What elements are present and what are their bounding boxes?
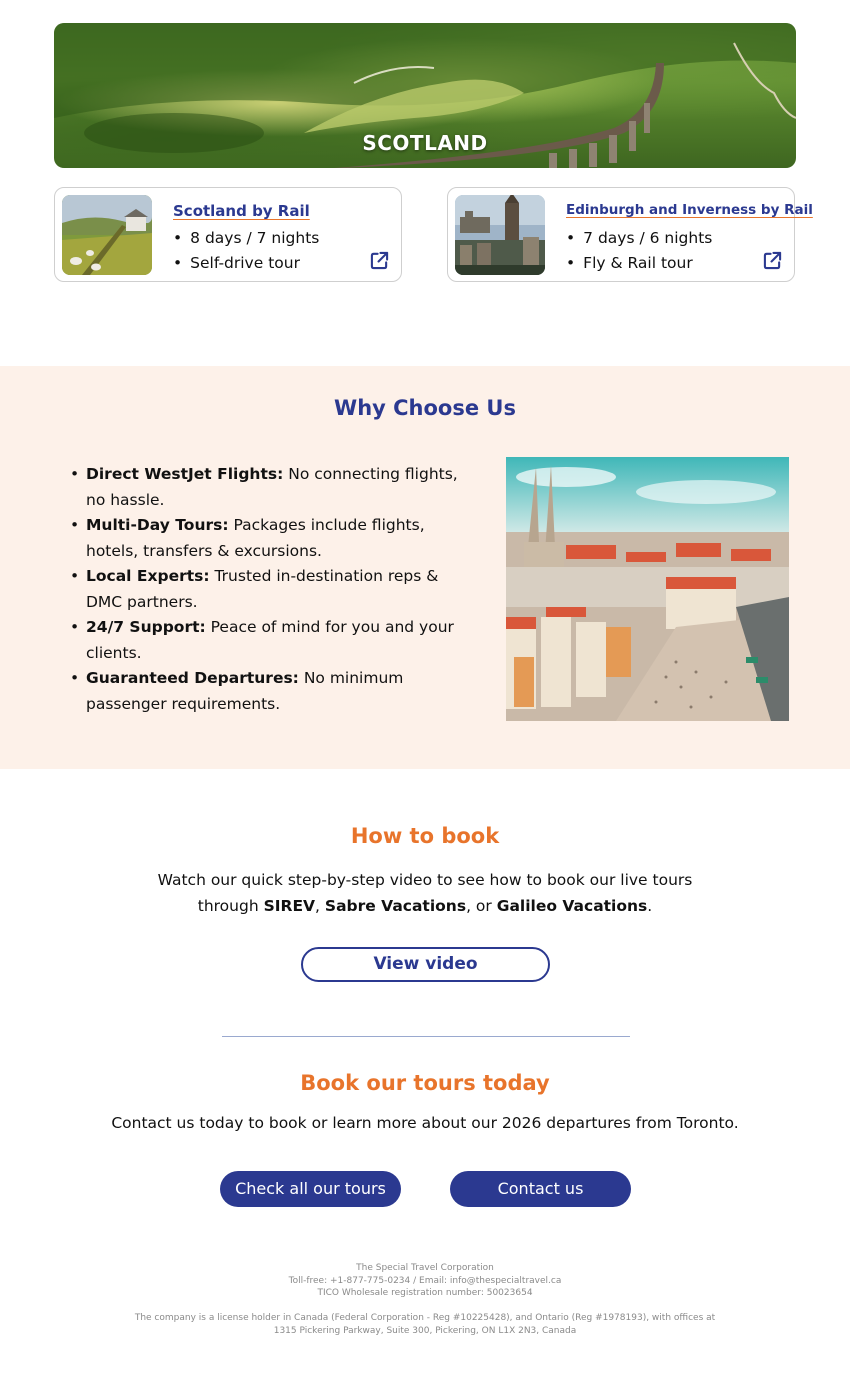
license-info: The company is a license holder in Canada (Federal Corporation - Reg #10225428), and Ontario (Reg #1978193), with offices at <box>134 1313 716 1324</box>
benefit-item: • Multi-Day Tours: Packages include flights, hotels, transfers & excursions. <box>86 513 466 564</box>
office-address: 1315 Pickering Parkway, Suite 300, Pickering, ON L1X 2N3, Canada <box>273 1325 577 1336</box>
benefit-item: • 24/7 Support: Peace of mind for you and your clients. <box>86 615 466 666</box>
section-heading: Why Choose Us <box>334 396 516 420</box>
tour-card-edinburgh-inverness[interactable] <box>447 187 813 282</box>
why-choose-us-section <box>0 366 850 769</box>
tour-title[interactable]: Edinburgh and Inverness by Rail <box>566 202 813 218</box>
contact-info: Toll-free: +1-877-775-0234 / Email: info@thespecialtravel.ca <box>288 1275 562 1286</box>
tour-type: • Self-drive tour <box>173 251 319 276</box>
book-tours-heading: Book our tours today <box>300 1071 550 1095</box>
tour-title[interactable]: Scotland by Rail <box>173 202 310 220</box>
scotland-banner <box>54 23 796 168</box>
external-link-icon[interactable] <box>763 251 782 270</box>
highland-sheep-image <box>62 195 152 275</box>
footer <box>0 1262 850 1338</box>
edinburgh-skyline-image <box>455 195 545 275</box>
book-tours-text: Contact us today to book or learn more about our 2026 departures from Toronto. <box>111 1114 739 1132</box>
tour-details <box>173 226 319 276</box>
company-name: The Special Travel Corporation <box>356 1263 494 1273</box>
section-divider <box>222 1036 630 1037</box>
tour-card-scotland-by-rail[interactable] <box>54 187 402 282</box>
check-all-tours-button[interactable]: Check all our tours <box>220 1171 401 1207</box>
tour-duration: • 8 days / 7 nights <box>173 226 319 251</box>
tour-type: • Fly & Rail tour <box>566 251 712 276</box>
benefit-item: • Guaranteed Departures: No minimum passenger requirements. <box>86 666 466 717</box>
how-to-book-heading: How to book <box>350 824 500 848</box>
banner-title: SCOTLAND <box>362 131 488 155</box>
benefits-list <box>86 462 466 717</box>
tour-duration: • 7 days / 6 nights <box>566 226 712 251</box>
view-video-button[interactable]: View video <box>301 947 550 982</box>
contact-us-button[interactable]: Contact us <box>450 1171 631 1207</box>
benefit-item: • Local Experts: Trusted in-destination reps & DMC partners. <box>86 564 466 615</box>
tico-registration: TICO Wholesale registration number: 50023654 <box>317 1288 533 1299</box>
how-to-book-text: Watch our quick step-by-step video to see how to book our live tours through SIREV, Sabre Vacations, or Galileo Vacations. <box>157 871 693 915</box>
external-link-icon[interactable] <box>370 251 389 270</box>
tour-details <box>566 226 712 276</box>
city-square-image <box>506 457 789 721</box>
benefit-item: • Direct WestJet Flights: No connecting flights, no hassle. <box>86 462 466 513</box>
